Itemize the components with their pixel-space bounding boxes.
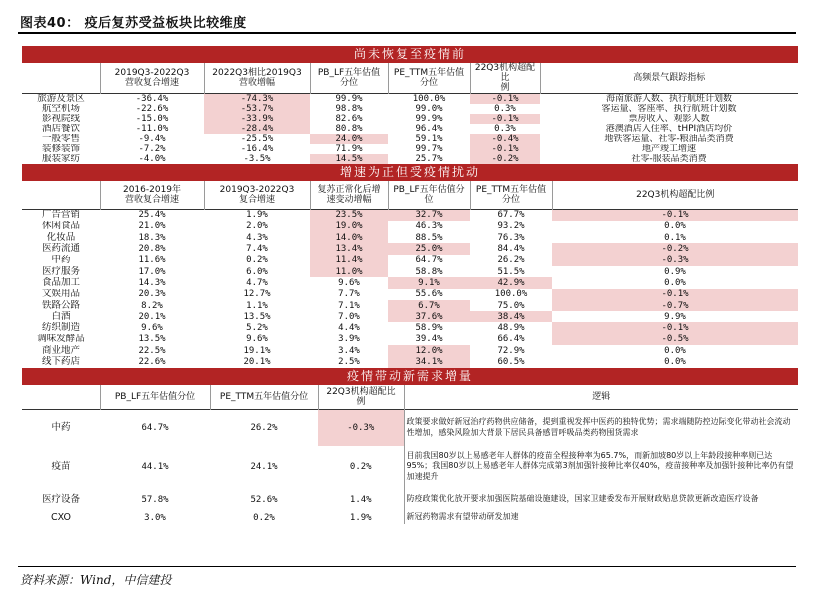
cell-c1: 3.0% <box>144 512 166 523</box>
cell-c1: -11.0% <box>135 124 169 134</box>
cell-c4: 25.0% <box>388 243 470 254</box>
row-label: 一般零售 <box>41 134 80 144</box>
cell-c5: 100.0% <box>494 289 528 300</box>
cell-c3: 2.5% <box>338 357 360 367</box>
section1-body <box>22 94 798 165</box>
cell-c5: 76.3% <box>497 232 525 243</box>
cell-c6: -0.3% <box>552 255 798 266</box>
cell-c6: -0.1% <box>552 289 798 300</box>
cell-c1: -15.0% <box>135 114 169 124</box>
cell-c4: 58.9% <box>415 323 443 334</box>
cell-c1: 64.7% <box>141 422 169 433</box>
cell-c1: 8.2% <box>141 300 163 311</box>
cell-c5: 0.3% <box>494 124 516 134</box>
table-row <box>22 232 798 243</box>
cell-c1: 18.3% <box>138 232 166 243</box>
cell-c5: 26.2% <box>497 255 525 266</box>
cell-c1: 57.8% <box>141 494 169 505</box>
table-row <box>22 289 798 300</box>
row-label: 白酒 <box>51 311 71 322</box>
cell-c4: 64.7% <box>415 255 443 266</box>
section3-col-header-3: 22Q3机构超配比 例 <box>318 385 404 410</box>
cell-c5: -0.4% <box>470 134 540 144</box>
cell-logic: 目前我国80岁以上易感老年人群体的疫苗全程接种率为65.7%，而新加坡80岁以上年龄段接种率则已达95%；我国80岁以上易感老年人群体完成第3剂加强针接种比率仅40%，疫苗接种率及加强针接种比率仍有望加速提升 <box>404 446 798 488</box>
cell-c3: 7.1% <box>338 300 360 311</box>
cell-c6: 0.0% <box>664 277 686 288</box>
section1-table <box>22 63 798 164</box>
cell-c6: -0.1% <box>552 322 798 333</box>
cell-c2: 13.5% <box>243 311 271 322</box>
section3-col-header-1: PB_LF五年估值分位 <box>100 385 210 410</box>
cell-c4: 32.7% <box>388 209 470 221</box>
section3-col-header-4: 逻辑 <box>404 385 798 410</box>
cell-c2: 24.1% <box>250 461 278 472</box>
cell-c6: 0.0% <box>664 357 686 367</box>
section3-body <box>22 410 798 524</box>
cell-c5: 93.2% <box>497 221 525 232</box>
cell-c4: 58.8% <box>415 266 443 277</box>
cell-c6: 0.0% <box>664 221 686 232</box>
row-label: 铁路公路 <box>41 299 80 311</box>
cell-c5: -0.1% <box>470 94 540 105</box>
table-row <box>22 277 798 288</box>
cell-c5: 75.0% <box>497 300 525 311</box>
section1-col-header-1: 2019Q3-2022Q3 营收复合增速 <box>100 63 204 94</box>
cell-c2: 1.9% <box>246 210 268 221</box>
cell-c3: 3.9% <box>338 334 360 345</box>
section2-col-header-2: 2019Q3-2022Q3 复合增速 <box>204 181 310 209</box>
cell-c2: 6.0% <box>246 266 268 277</box>
cell-c2: 19.1% <box>243 345 271 356</box>
cell-c3: 7.7% <box>338 289 360 300</box>
row-label: 广告营销 <box>41 209 80 221</box>
section1-col-header-0 <box>22 63 100 94</box>
table-row <box>22 446 798 488</box>
cell-c5: 67.7% <box>497 210 525 221</box>
cell-c6: 地产竣工增速 <box>641 144 696 154</box>
cell-c4: 6.7% <box>388 300 470 311</box>
cell-logic: 新冠药物需求有望带动研发加速 <box>404 512 798 524</box>
row-label: 文娱用品 <box>41 288 80 300</box>
section1-col-header-4: PE_TTM五年估值 分位 <box>388 63 470 94</box>
table-row <box>22 124 798 134</box>
row-label: 休闲食品 <box>41 220 80 232</box>
comparison-table-frame <box>22 46 798 559</box>
cell-c5: 51.5% <box>497 266 525 277</box>
cell-c2: -25.5% <box>240 134 274 144</box>
cell-c1: 44.1% <box>141 461 169 472</box>
section2-header <box>22 181 798 209</box>
section2-col-header-6: 22Q3机构超配比例 <box>552 181 798 209</box>
cell-c3: 7.0% <box>338 311 360 322</box>
title-divider <box>18 32 796 34</box>
row-label: 影视院线 <box>41 114 80 124</box>
cell-c2: 4.3% <box>246 232 268 243</box>
cell-c6: 社零-服装品类消费 <box>631 154 707 164</box>
cell-c6: 港澳酒店入住率、tHPI酒店均价 <box>605 124 733 134</box>
cell-c1: 21.0% <box>138 221 166 232</box>
cell-c2: 0.2% <box>253 512 275 523</box>
cell-c1: 14.3% <box>138 277 166 288</box>
cell-c5: 0.3% <box>494 104 516 114</box>
cell-c2: 2.0% <box>246 221 268 232</box>
cell-c1: -4.0% <box>138 154 166 164</box>
section3-band: 疫情带动新需求增量 <box>22 368 798 385</box>
cell-c5: -0.1% <box>470 114 540 124</box>
cell-c3: 11.4% <box>310 255 388 266</box>
cell-c3: 0.2% <box>349 461 372 472</box>
cell-c2: 4.7% <box>246 277 268 288</box>
table-row <box>22 104 798 114</box>
section1-col-header-3: PB_LF五年估值 分位 <box>310 63 388 94</box>
cell-c5: 84.4% <box>497 244 525 255</box>
cell-c1: -36.4% <box>135 94 169 104</box>
cell-c1: 11.6% <box>138 255 166 266</box>
footer-divider <box>18 566 796 567</box>
row-label: 中药 <box>51 254 71 266</box>
cell-c2: -3.5% <box>243 154 271 164</box>
section3-table <box>22 385 798 524</box>
cell-c3: 14.0% <box>310 232 388 243</box>
table-row <box>22 134 798 144</box>
cell-c5: 42.9% <box>470 277 552 288</box>
cell-c2: 20.1% <box>243 357 271 367</box>
cell-c6: -0.5% <box>552 334 798 345</box>
cell-c1: 20.3% <box>138 289 166 300</box>
cell-c5: 60.5% <box>497 357 525 367</box>
cell-c4: 96.4% <box>415 124 443 134</box>
section1-col-header-5: 22Q3机构超配比 例 <box>470 63 540 94</box>
cell-c4: 99.9% <box>415 114 443 124</box>
row-label: 装修装饰 <box>41 144 80 154</box>
table-row <box>22 410 798 446</box>
cell-c5: 72.9% <box>497 345 525 356</box>
cell-c3: 3.4% <box>338 345 360 356</box>
section3-col-header-0 <box>22 385 100 410</box>
cell-c3: 1.9% <box>349 512 372 523</box>
cell-c1: 20.8% <box>138 244 166 255</box>
section1-band: 尚未恢复至疫情前 <box>22 46 798 63</box>
row-label: 商业地产 <box>41 345 80 356</box>
cell-c2: -74.3% <box>204 94 310 105</box>
cell-c5: 48.9% <box>497 323 525 334</box>
cell-c3: 98.8% <box>335 104 363 114</box>
cell-c2: 52.6% <box>250 494 278 505</box>
cell-c6: -0.2% <box>552 243 798 254</box>
cell-c4: 100.0% <box>412 94 446 104</box>
cell-c6: 客运量、客座率、执行航班计划数 <box>601 104 737 114</box>
cell-c2: -53.7% <box>204 104 310 114</box>
cell-c4: 25.7% <box>415 154 443 164</box>
cell-c4: 88.5% <box>415 232 443 243</box>
cell-c4: 59.1% <box>415 134 443 144</box>
cell-c1: 22.5% <box>138 345 166 356</box>
figure-title: 图表40： 疫后复苏受益板块比较维度 <box>20 16 247 31</box>
table-row <box>22 243 798 254</box>
cell-c6: 票房收入、观影人数 <box>628 114 710 124</box>
cell-c6: 0.1% <box>664 232 686 243</box>
section1-col-header-6: 高频景气跟踪指标 <box>540 63 798 94</box>
cell-c1: 25.4% <box>138 210 166 221</box>
table-row <box>22 209 798 221</box>
cell-c4: 99.0% <box>415 104 443 114</box>
row-label: 纺织制造 <box>41 322 80 334</box>
section2-body <box>22 209 798 368</box>
cell-c3: 1.4% <box>349 494 372 505</box>
section2-table <box>22 181 798 368</box>
table-row <box>22 300 798 311</box>
cell-c2: -16.4% <box>240 144 274 154</box>
table-row <box>22 221 798 232</box>
row-label: 调味发酵品 <box>37 333 85 345</box>
cell-c1: 20.1% <box>138 311 166 322</box>
cell-c3: 99.9% <box>335 94 363 104</box>
cell-c4: 9.1% <box>388 277 470 288</box>
table-row <box>22 255 798 266</box>
table-row <box>22 114 798 124</box>
cell-c2: 9.6% <box>246 334 268 345</box>
cell-logic: 政策要求做好新冠治疗药物供应储备，提到重视发挥中医药的独特优势；需求端随防控边际变化带动社会流动性增加，感染风险加大背景下居民具备感冒呼吸品类药物囤货需求 <box>404 410 798 446</box>
table-row <box>22 488 798 512</box>
table-row <box>22 512 798 524</box>
source-note: 资料来源：Wind，中信建投 <box>20 573 172 587</box>
cell-c3: 24.0% <box>310 134 388 144</box>
cell-c2: 1.1% <box>246 300 268 311</box>
cell-c6: 海南旅游人数、执行航班计划数 <box>605 94 732 104</box>
row-label: 食品加工 <box>41 277 80 288</box>
row-label: 化妆品 <box>46 232 76 243</box>
section3-col-header-2: PE_TTM五年估值分位 <box>210 385 318 410</box>
cell-c3: 19.0% <box>310 221 388 232</box>
cell-c3: 71.9% <box>335 144 363 154</box>
cell-c3: 9.6% <box>338 277 360 288</box>
cell-c3: 23.5% <box>310 209 388 221</box>
cell-c3: 11.0% <box>310 266 388 277</box>
row-label: 医疗设备 <box>41 493 80 505</box>
row-label: CXO <box>50 511 71 523</box>
cell-c6: 0.0% <box>664 345 686 356</box>
cell-c4: 12.0% <box>388 345 470 356</box>
cell-c5: -0.1% <box>470 144 540 154</box>
table-row <box>22 334 798 345</box>
cell-c6: -0.1% <box>552 209 798 221</box>
section2-col-header-5: PE_TTM五年估值 分位 <box>470 181 552 209</box>
table-row <box>22 356 798 367</box>
cell-c1: -22.6% <box>135 104 169 114</box>
section1-col-header-2: 2022Q3相比2019Q3 营收增幅 <box>204 63 310 94</box>
row-label: 疫苗 <box>51 460 71 472</box>
table-row <box>22 144 798 154</box>
cell-c1: 13.5% <box>138 334 166 345</box>
cell-logic: 防疫政策优化放开要求加强医院基础设施建设，国家卫建委发布开展财政贴息贷款更新改造医疗设备 <box>404 488 798 512</box>
cell-c4: 39.4% <box>415 334 443 345</box>
cell-c6: 地铁客运量、社零-粮油品类消费 <box>604 134 734 144</box>
row-label: 旅游及景区 <box>37 93 85 104</box>
cell-c4: 99.7% <box>415 144 443 154</box>
cell-c1: 22.6% <box>138 357 166 367</box>
cell-c2: -33.9% <box>204 114 310 124</box>
cell-c2: 26.2% <box>250 422 278 433</box>
cell-c4: 37.6% <box>388 311 470 322</box>
row-label: 医疗服务 <box>41 265 80 277</box>
table-row <box>22 266 798 277</box>
section2-col-header-4: PB_LF五年估值分 位 <box>388 181 470 209</box>
cell-c4: 34.1% <box>388 356 470 367</box>
cell-c3: 82.6% <box>335 114 363 124</box>
section2-col-header-1: 2016-2019年 营收复合增速 <box>100 181 204 209</box>
cell-c2: 0.2% <box>246 255 268 266</box>
cell-c3: 14.5% <box>310 154 388 164</box>
table-row <box>22 322 798 333</box>
cell-c6: -0.7% <box>552 300 798 311</box>
cell-c3: 4.4% <box>338 323 360 334</box>
section2-col-header-3: 复苏正常化后增 速变动增幅 <box>310 181 388 209</box>
row-label: 服装家纺 <box>41 154 80 164</box>
cell-c6: 0.9% <box>664 266 686 277</box>
cell-c2: -28.4% <box>204 124 310 134</box>
section2-band: 增速为正但受疫情扰动 <box>22 164 798 181</box>
table-row <box>22 94 798 105</box>
cell-c2: 7.4% <box>246 244 268 255</box>
table-row <box>22 345 798 356</box>
cell-c2: 5.2% <box>246 323 268 334</box>
table-row <box>22 311 798 322</box>
cell-c5: -0.2% <box>470 154 540 164</box>
row-label: 航空机场 <box>41 104 80 114</box>
table-row <box>22 154 798 164</box>
cell-c4: 55.6% <box>415 289 443 300</box>
section3-header <box>22 385 798 410</box>
cell-c6: 9.9% <box>664 311 686 322</box>
section1-header <box>22 63 798 94</box>
cell-c1: -7.2% <box>138 144 166 154</box>
row-label: 医药流通 <box>41 243 80 255</box>
cell-c1: 9.6% <box>141 323 163 334</box>
row-label: 酒店餐饮 <box>41 124 80 134</box>
cell-c5: 38.4% <box>470 311 552 322</box>
section2-col-header-0 <box>22 181 100 209</box>
cell-c5: 66.4% <box>497 334 525 345</box>
row-label: 中药 <box>51 421 71 433</box>
cell-c3: 13.4% <box>310 243 388 254</box>
cell-c3: 80.8% <box>335 124 363 134</box>
cell-c2: 12.7% <box>243 289 271 300</box>
cell-c1: 17.0% <box>138 266 166 277</box>
cell-c1: -9.4% <box>138 134 166 144</box>
row-label: 线下药店 <box>41 356 80 367</box>
cell-c4: 46.3% <box>415 221 443 232</box>
cell-c3: -0.3% <box>318 410 404 446</box>
